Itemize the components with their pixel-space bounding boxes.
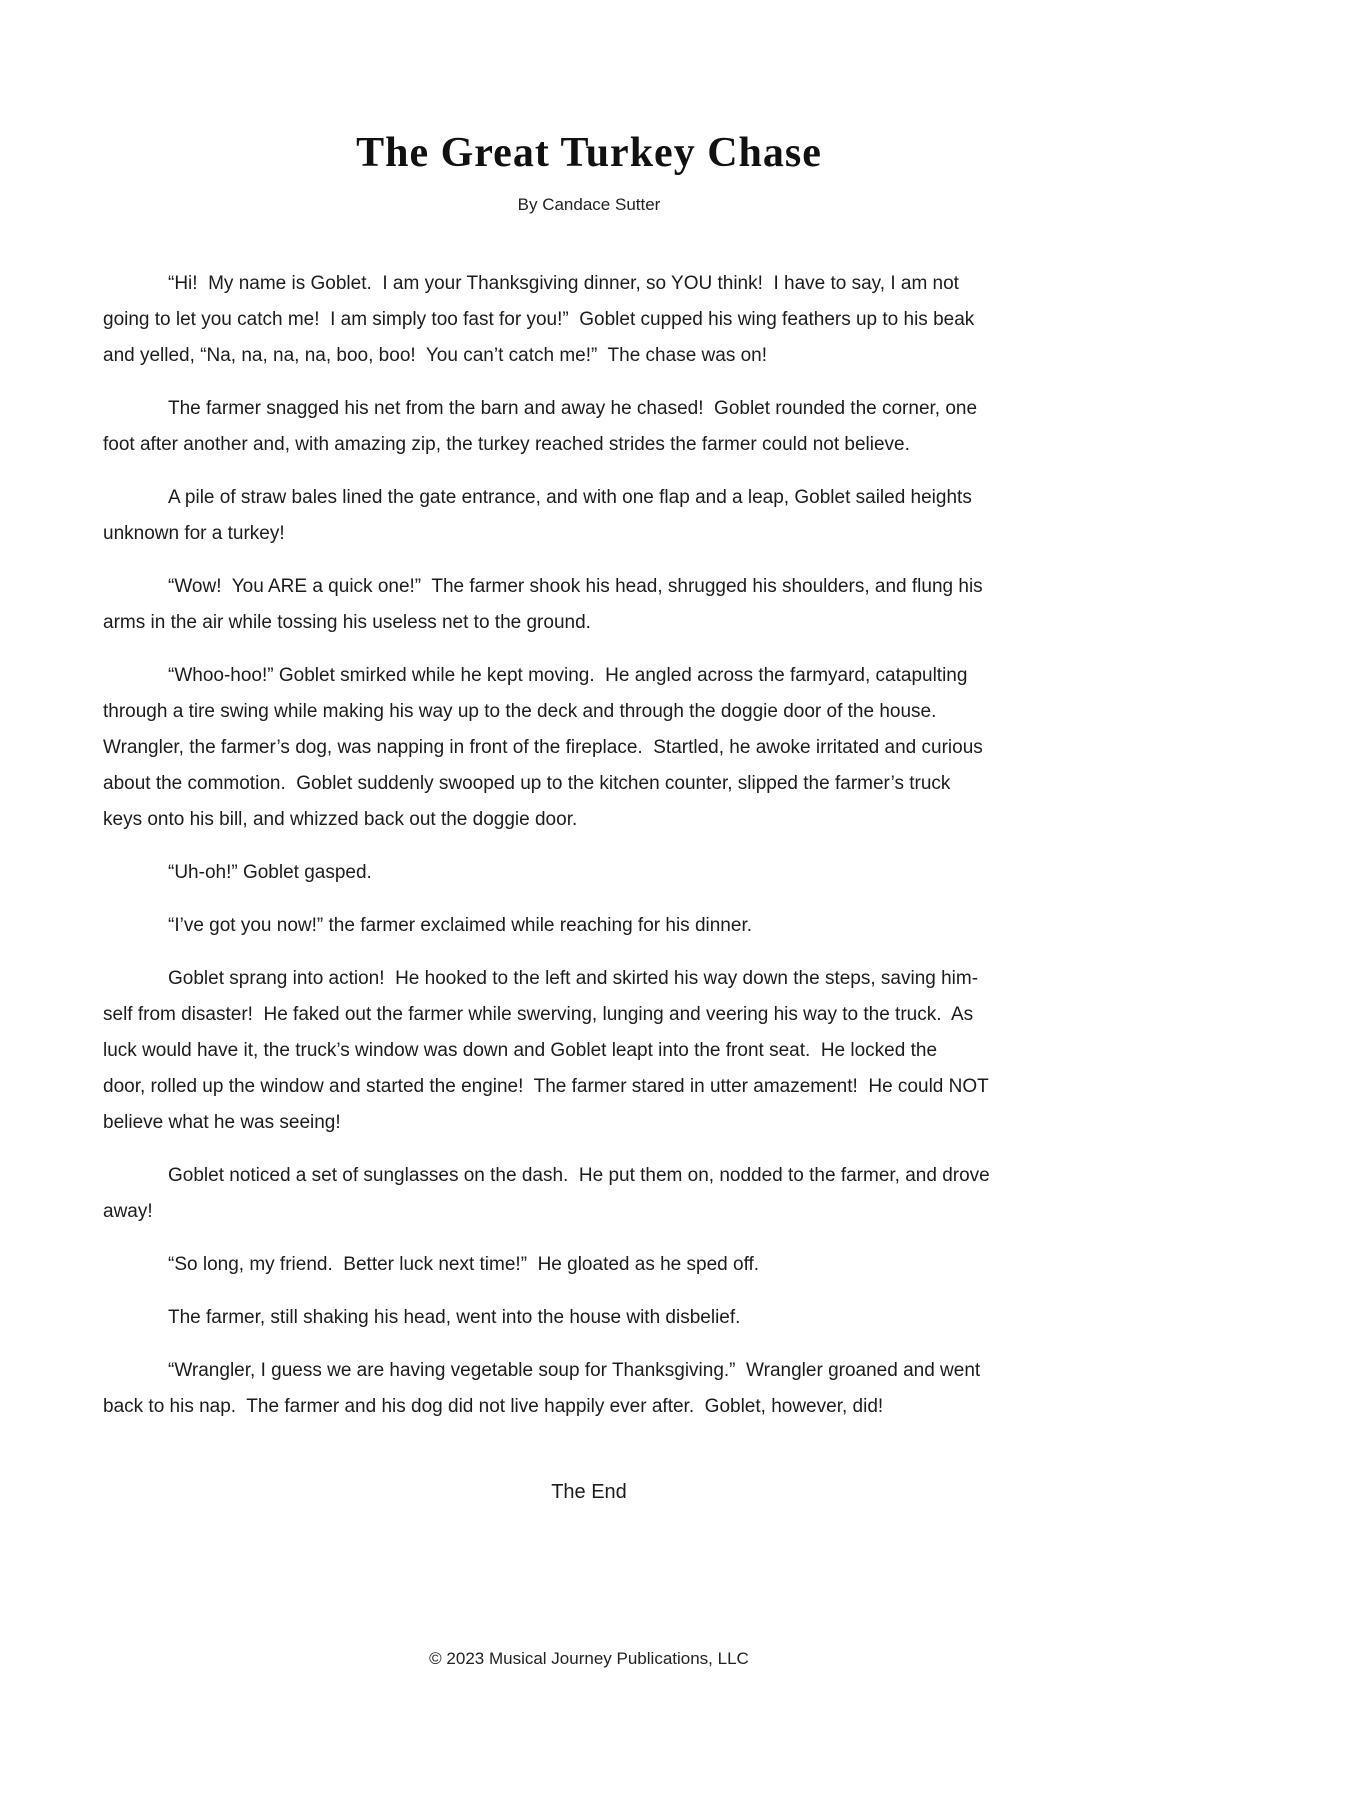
story-body	[103, 266, 1075, 1425]
text-line: “Whoo-hoo!” Goblet smirked while he kept moving. He angled across the farmyard, catapulting	[168, 665, 968, 686]
text-line: A pile of straw bales lined the gate entrance, and with one flap and a leap, Goblet sailed heights	[168, 487, 972, 508]
text-line: believe what he was seeing!	[103, 1112, 341, 1133]
paragraph	[103, 961, 1075, 1141]
text-line: luck would have it, the truck’s window was down and Goblet leapt into the front seat. He locked the	[103, 1040, 938, 1061]
paragraph	[103, 1158, 1075, 1230]
story-title: The Great Turkey Chase	[356, 130, 822, 176]
text-line: Goblet sprang into action! He hooked to the left and skirted his way down the steps, saving him-	[168, 968, 979, 989]
copyright-footer: © 2023 Musical Journey Publications, LLC	[429, 1649, 749, 1668]
text-line: back to his nap. The farmer and his dog did not live happily ever after. Goblet, however, did!	[103, 1396, 884, 1417]
text-line: The farmer snagged his net from the barn and away he chased! Goblet rounded the corner, one	[168, 398, 978, 419]
text-line: Wrangler, the farmer’s dog, was napping in front of the fireplace. Startled, he awoke irritated and curious	[103, 737, 983, 758]
text-line: Goblet noticed a set of sunglasses on the dash. He put them on, nodded to the farmer, and drove	[168, 1165, 990, 1186]
paragraph	[103, 391, 1075, 463]
text-line: “Wow! You ARE a quick one!” The farmer shook his head, shrugged his shoulders, and flung his	[168, 576, 983, 597]
text-line: “Hi! My name is Goblet. I am your Thanksgiving dinner, so YOU think! I have to say, I am not	[168, 273, 959, 294]
text-line: door, rolled up the window and started the engine! The farmer stared in utter amazement! He could NOT	[103, 1076, 989, 1097]
story-closing: The End	[551, 1481, 627, 1503]
text-line: unknown for a turkey!	[103, 523, 285, 544]
paragraph	[103, 908, 1075, 944]
text-line: through a tire swing while making his way up to the deck and through the doggie door of the house.	[103, 701, 937, 722]
text-line: “So long, my friend. Better luck next time!” He gloated as he sped off.	[168, 1254, 760, 1275]
text-line: and yelled, “Na, na, na, na, boo, boo! You can’t catch me!” The chase was on!	[103, 345, 768, 366]
paragraph	[103, 1300, 1075, 1336]
text-line: foot after another and, with amazing zip, the turkey reached strides the farmer could not believe.	[103, 434, 910, 455]
paragraph	[103, 1353, 1075, 1425]
text-line: The farmer, still shaking his head, went into the house with disbelief.	[168, 1307, 741, 1328]
text-line: self from disaster! He faked out the farmer while swerving, lunging and veering his way to the truck. As	[103, 1004, 974, 1025]
text-line: “Uh-oh!” Goblet gasped.	[168, 862, 372, 883]
text-line: away!	[103, 1201, 153, 1222]
paragraph	[103, 855, 1075, 891]
paragraph	[103, 1247, 1075, 1283]
paragraph	[103, 569, 1075, 641]
text-line: arms in the air while tossing his useless net to the ground.	[103, 612, 591, 633]
paragraph	[103, 480, 1075, 552]
story-byline: By Candace Sutter	[517, 195, 661, 214]
document-content	[103, 0, 1075, 1510]
text-line: keys onto his bill, and whizzed back out the doggie door.	[103, 809, 578, 830]
text-line: going to let you catch me! I am simply too fast for you!” Goblet cupped his wing feathers up to his beak	[103, 309, 975, 330]
text-line: “I’ve got you now!” the farmer exclaimed while reaching for his dinner.	[168, 915, 752, 936]
text-line: about the commotion. Goblet suddenly swooped up to the kitchen counter, slipped the farmer’s truck	[103, 773, 951, 794]
paragraph	[103, 266, 1075, 374]
text-line: “Wrangler, I guess we are having vegetable soup for Thanksgiving.” Wrangler groaned and went	[168, 1360, 981, 1381]
paragraph	[103, 658, 1075, 838]
